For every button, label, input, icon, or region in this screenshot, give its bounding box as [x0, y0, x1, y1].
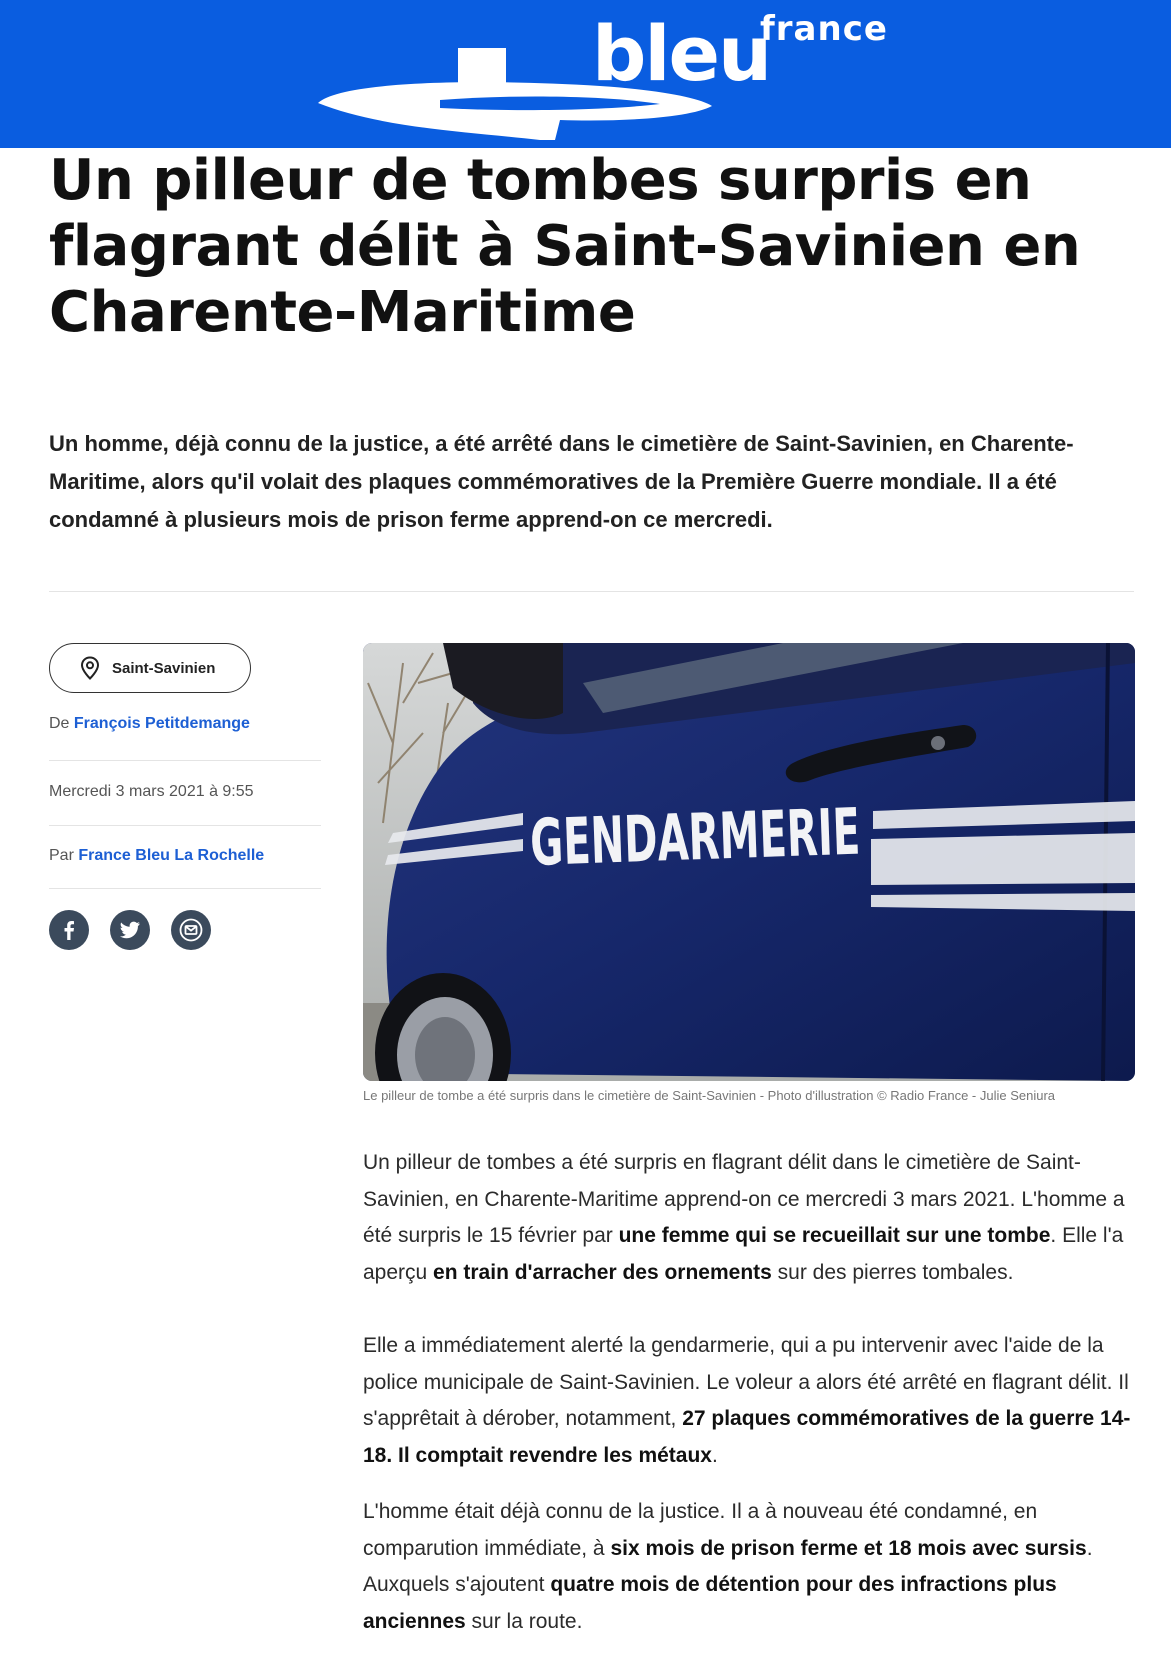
share-buttons	[49, 910, 211, 950]
author-link[interactable]: François Petitdemange	[73, 715, 250, 732]
share-email-button[interactable]	[171, 910, 211, 950]
divider	[49, 888, 321, 889]
logo-text-top: france	[760, 9, 888, 49]
facebook-icon	[58, 919, 80, 941]
twitter-icon	[118, 919, 142, 941]
author-line	[49, 715, 250, 733]
bold-run: en train d'arracher des ornements	[433, 1260, 772, 1284]
share-twitter-button[interactable]	[110, 910, 150, 950]
text-run: Elle a immédiatement alerté la gendarmerie, qui a pu intervenir avec l'aide de la police municipale de Saint-Savinien. Le voleur a alors été arrêté en flagrant délit. Il s'apprêtait à dérober, notamment,	[363, 1334, 1129, 1430]
photo-caption: Le pilleur de tombe a été surpris dans le cimetière de Saint-Savinien - Photo d'illustration © Radio France - Julie Seniura	[363, 1088, 1056, 1103]
divider	[49, 591, 1134, 592]
article-title: Un pilleur de tombes surpris en flagrant délit à Saint-Savinien en Charente-Maritime	[49, 148, 1081, 345]
source-link[interactable]: France Bleu La Rochelle	[78, 847, 265, 864]
article-lead: Un homme, déjà connu de la justice, a été arrêté dans le cimetière de Saint-Savinien, en Charente-Maritime, alors qu'il volait des plaques commémoratives de la Première Guerre mondiale. Il a été condamné à plusieurs mois de prison ferme apprend-on ce mercredi.	[49, 431, 1074, 532]
bold-run: 27 plaques commémoratives de la guerre 14-18. Il comptait revendre les métaux	[363, 1407, 1131, 1467]
text-run: .	[711, 1443, 718, 1467]
france-bleu-logo[interactable]	[0, 0, 1171, 148]
text-run: sur la route.	[465, 1609, 583, 1633]
author-prefix: De	[49, 715, 70, 732]
email-icon	[179, 918, 203, 942]
gendarmerie-vehicle-image	[363, 643, 1135, 1081]
text-run: sur des pierres tombales.	[771, 1260, 1014, 1284]
bold-run: quatre mois de détention pour des infractions plus anciennes	[363, 1573, 1057, 1633]
text-run: . Auxquels s'ajoutent	[363, 1536, 1093, 1596]
site-header	[0, 0, 1171, 148]
text-run: Un pilleur de tombes a été surpris en flagrant délit dans le cimetière de Saint-Savinien, en Charente-Maritime apprend-on ce mercredi 3 mars 2021. L'homme a été surpris le 15 février par	[363, 1151, 1125, 1247]
divider	[49, 825, 321, 826]
share-facebook-button[interactable]	[49, 910, 89, 950]
text-run: . Elle l'a aperçu	[363, 1224, 1124, 1284]
source-line	[49, 847, 264, 865]
body-paragraph	[363, 1145, 1143, 1291]
body-paragraph	[363, 1494, 1143, 1640]
body-paragraph	[363, 1328, 1143, 1474]
logo-text-main: bleu	[592, 9, 771, 98]
bold-run: une femme qui se recueillait sur une tombe	[618, 1224, 1051, 1247]
publish-date: Mercredi 3 mars 2021 à 9:55	[49, 783, 254, 800]
map-pin-icon	[80, 656, 100, 680]
divider	[49, 760, 321, 761]
location-tag-button[interactable]	[49, 643, 251, 693]
location-label: Saint-Savinien	[112, 659, 216, 677]
vehicle-text: GENDARMERIE	[528, 788, 1058, 881]
source-prefix: Par	[49, 847, 74, 864]
bold-run: six mois de prison ferme et 18 mois avec sursis	[610, 1536, 1087, 1560]
text-run: L'homme était déjà connu de la justice. Il a à nouveau été condamné, en comparution immédiate, à	[363, 1500, 1038, 1560]
article-photo	[363, 643, 1135, 1081]
